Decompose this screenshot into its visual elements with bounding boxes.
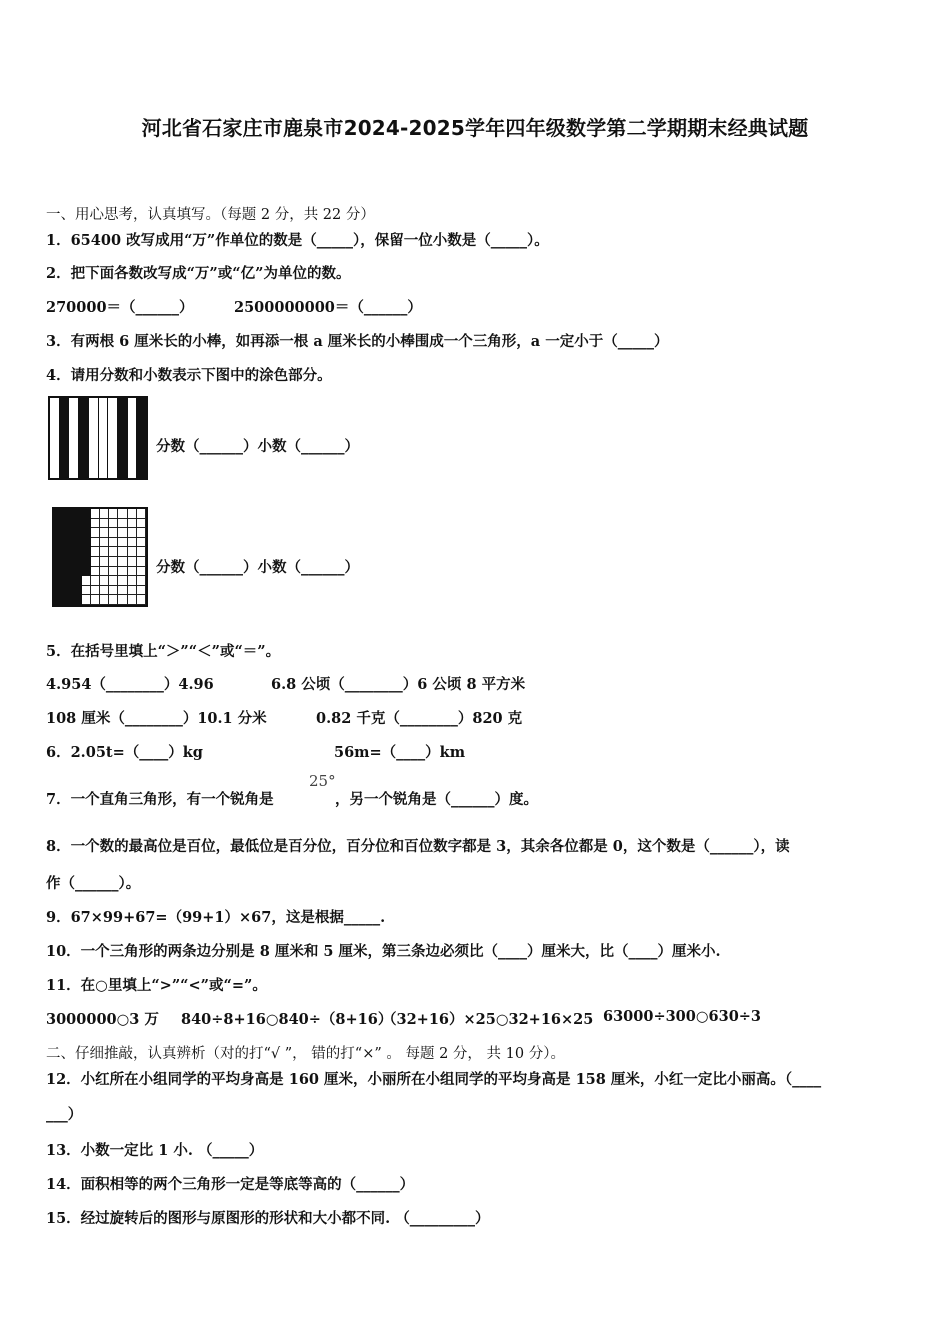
grid-cell xyxy=(54,547,63,557)
grid-cell xyxy=(109,519,118,529)
question-7-part-a: 7．一个直角三角形，有一个锐角是 xyxy=(46,791,274,808)
question-5: 5．在括号里填上“＞”“＜”或“＝”。 xyxy=(46,643,281,660)
grid-cell xyxy=(54,567,63,577)
grid-cell xyxy=(109,576,118,586)
grid-cell xyxy=(128,586,137,596)
grid-cell xyxy=(109,567,118,577)
grid-cell xyxy=(63,557,72,567)
grid-cell xyxy=(54,538,63,548)
question-13: 13．小数一定比 1 小. （_____） xyxy=(46,1142,264,1159)
grid-cell xyxy=(82,519,91,529)
stripe xyxy=(50,398,60,478)
grid-cell xyxy=(82,547,91,557)
grid-cell xyxy=(82,576,91,586)
grid-cell xyxy=(109,538,118,548)
grid-cell xyxy=(118,509,127,519)
grid-cell xyxy=(128,576,137,586)
question-15: 15．经过旋转后的图形与原图形的形状和大小都不同. （_________） xyxy=(46,1210,490,1227)
question-12-line-1: 12．小红所在小组同学的平均身高是 160 厘米，小丽所在小组同学的平均身高是 158 厘米，小红一定比小丽高。（____ xyxy=(46,1071,822,1088)
grid-cell xyxy=(109,586,118,596)
grid-cell xyxy=(109,547,118,557)
grid-cell xyxy=(118,595,127,605)
grid-cell xyxy=(91,519,100,529)
grid-cell xyxy=(137,567,146,577)
grid-cell xyxy=(54,519,63,529)
grid-cell xyxy=(128,509,137,519)
question-5-item-c: 108 厘米（________）10.1 分米 xyxy=(46,710,267,727)
grid-cell xyxy=(109,557,118,567)
grid-cell xyxy=(109,528,118,538)
grid-cell xyxy=(91,595,100,605)
grid-cell xyxy=(100,567,109,577)
grid-cell xyxy=(118,586,127,596)
question-5-item-b: 6.8 公顷（________）6 公顷 8 平方米 xyxy=(271,676,526,693)
stripe xyxy=(137,398,146,478)
grid-cell xyxy=(137,595,146,605)
stripe xyxy=(89,398,99,478)
grid-cell xyxy=(82,509,91,519)
grid-cell xyxy=(82,586,91,596)
grid-cell xyxy=(63,586,72,596)
stripe xyxy=(99,398,109,478)
question-11: 11．在○里填上“>”“<”或“=”。 xyxy=(46,977,267,994)
question-6-item-b: 56m=（____）km xyxy=(334,744,466,761)
question-2-item-b: 2500000000＝（______） xyxy=(234,299,422,316)
grid-cell xyxy=(100,519,109,529)
grid-cell xyxy=(118,547,127,557)
grid-cell xyxy=(63,528,72,538)
grid-cell xyxy=(63,576,72,586)
question-11-item-c: （32+16）×25○32+16×25 xyxy=(382,1011,594,1028)
grid-cell xyxy=(128,557,137,567)
grid-cell xyxy=(72,547,81,557)
grid-cell xyxy=(54,509,63,519)
stripe xyxy=(69,398,79,478)
grid-cell xyxy=(72,528,81,538)
stripe xyxy=(60,398,70,478)
grid-cell xyxy=(72,576,81,586)
stripe xyxy=(128,398,138,478)
question-2-item-a: 270000＝（______） xyxy=(46,299,194,316)
grid-cell xyxy=(109,595,118,605)
question-4-answer-a: 分数（______）小数（______） xyxy=(156,438,359,455)
stripe xyxy=(118,398,128,478)
question-11-item-a: 3000000○3 万 xyxy=(46,1011,159,1028)
grid-cell xyxy=(54,528,63,538)
grid-cell xyxy=(91,547,100,557)
grid-cell xyxy=(100,528,109,538)
grid-cell xyxy=(137,528,146,538)
question-6-item-a: 6．2.05t=（____）kg xyxy=(46,744,203,761)
grid-cell xyxy=(91,586,100,596)
grid-cell xyxy=(137,538,146,548)
question-5-item-d: 0.82 千克（________）820 克 xyxy=(316,710,523,727)
stripe xyxy=(79,398,89,478)
grid-cell xyxy=(63,509,72,519)
question-3: 3．有两根 6 厘米长的小棒，如再添一根 a 厘米长的小棒围成一个三角形，a 一定小于（_____） xyxy=(46,333,669,350)
grid-cell xyxy=(54,576,63,586)
striped-figure xyxy=(48,396,148,480)
grid-cell xyxy=(91,576,100,586)
grid-cell xyxy=(82,595,91,605)
question-7-part-b: ，另一个锐角是（______）度。 xyxy=(335,791,538,808)
grid-cell xyxy=(100,576,109,586)
grid-cell xyxy=(128,528,137,538)
grid-cell xyxy=(118,557,127,567)
grid-cell xyxy=(128,538,137,548)
stripe xyxy=(108,398,118,478)
grid-cell xyxy=(72,595,81,605)
section-2-heading: 二、仔细推敲，认真辨析（对的打“√ ”， 错的打“×” 。 每题 2 分， 共 10 分）。 xyxy=(46,1046,565,1062)
question-10: 10．一个三角形的两条边分别是 8 厘米和 5 厘米，第三条边必须比（____）厘米大，比（____）厘米小. xyxy=(46,943,721,960)
grid-cell xyxy=(91,567,100,577)
grid-cell xyxy=(137,547,146,557)
grid-cell xyxy=(137,509,146,519)
question-8-line-1: 8．一个数的最高位是百位，最低位是百分位，百分位和百位数字都是 3，其余各位都是 0，这个数是（______），读 xyxy=(46,838,790,855)
grid-cell xyxy=(54,586,63,596)
section-1-heading: 一、用心思考，认真填写。（每题 2 分，共 22 分） xyxy=(46,207,375,223)
question-9: 9．67×99+67=（99+1）×67，这是根据_____. xyxy=(46,909,386,926)
grid-cell xyxy=(118,528,127,538)
grid-cell xyxy=(54,557,63,567)
grid-cell xyxy=(128,547,137,557)
grid-cell xyxy=(91,509,100,519)
grid-cell xyxy=(118,567,127,577)
grid-cell xyxy=(63,519,72,529)
grid-cell xyxy=(72,509,81,519)
page-title: 河北省石家庄市鹿泉市2024-2025学年四年级数学第二学期期末经典试题 xyxy=(141,116,809,140)
question-11-item-b: 840÷8+16○840÷（8+16） xyxy=(181,1011,393,1028)
grid-cell xyxy=(63,547,72,557)
angle-value: 25° xyxy=(309,772,336,790)
grid-cell xyxy=(72,567,81,577)
question-4: 4．请用分数和小数表示下图中的涂色部分。 xyxy=(46,367,332,384)
question-14: 14．面积相等的两个三角形一定是等底等高的（______） xyxy=(46,1176,415,1193)
grid-cell xyxy=(82,538,91,548)
grid-cell xyxy=(72,557,81,567)
question-2: 2．把下面各数改写成“万”或“亿”为单位的数。 xyxy=(46,265,351,282)
grid-cell xyxy=(100,557,109,567)
grid-cell xyxy=(137,557,146,567)
grid-figure xyxy=(52,507,148,607)
grid-cell xyxy=(100,595,109,605)
grid-cell xyxy=(100,509,109,519)
grid-cell xyxy=(54,595,63,605)
grid-cell xyxy=(137,576,146,586)
grid-cell xyxy=(91,557,100,567)
grid-cell xyxy=(63,567,72,577)
grid-cell xyxy=(137,586,146,596)
grid-cell xyxy=(118,538,127,548)
grid-cell xyxy=(128,567,137,577)
grid-cell xyxy=(82,557,91,567)
question-11-item-d: 63000÷300○630÷3 xyxy=(603,1008,762,1025)
grid-cell xyxy=(137,519,146,529)
grid-cell xyxy=(63,595,72,605)
question-1: 1．65400 改写成用“万”作单位的数是（_____），保留一位小数是（_____）。 xyxy=(46,232,549,249)
grid-cell xyxy=(109,509,118,519)
grid-cell xyxy=(118,576,127,586)
grid-cell xyxy=(91,528,100,538)
question-4-answer-b: 分数（______）小数（______） xyxy=(156,559,359,576)
grid-cell xyxy=(100,586,109,596)
grid-cell xyxy=(118,519,127,529)
grid-cell xyxy=(72,586,81,596)
grid-cell xyxy=(100,538,109,548)
grid-cell xyxy=(63,538,72,548)
grid-cell xyxy=(82,567,91,577)
question-5-item-a: 4.954（________）4.96 xyxy=(46,676,214,693)
grid-cell xyxy=(128,595,137,605)
grid-cell xyxy=(100,547,109,557)
grid-cell xyxy=(82,528,91,538)
grid-cell xyxy=(91,538,100,548)
grid-cell xyxy=(72,538,81,548)
grid-cell xyxy=(128,519,137,529)
question-8-line-2: 作（______）。 xyxy=(46,875,141,892)
question-12-line-2: ___） xyxy=(46,1106,83,1123)
grid-cell xyxy=(72,519,81,529)
